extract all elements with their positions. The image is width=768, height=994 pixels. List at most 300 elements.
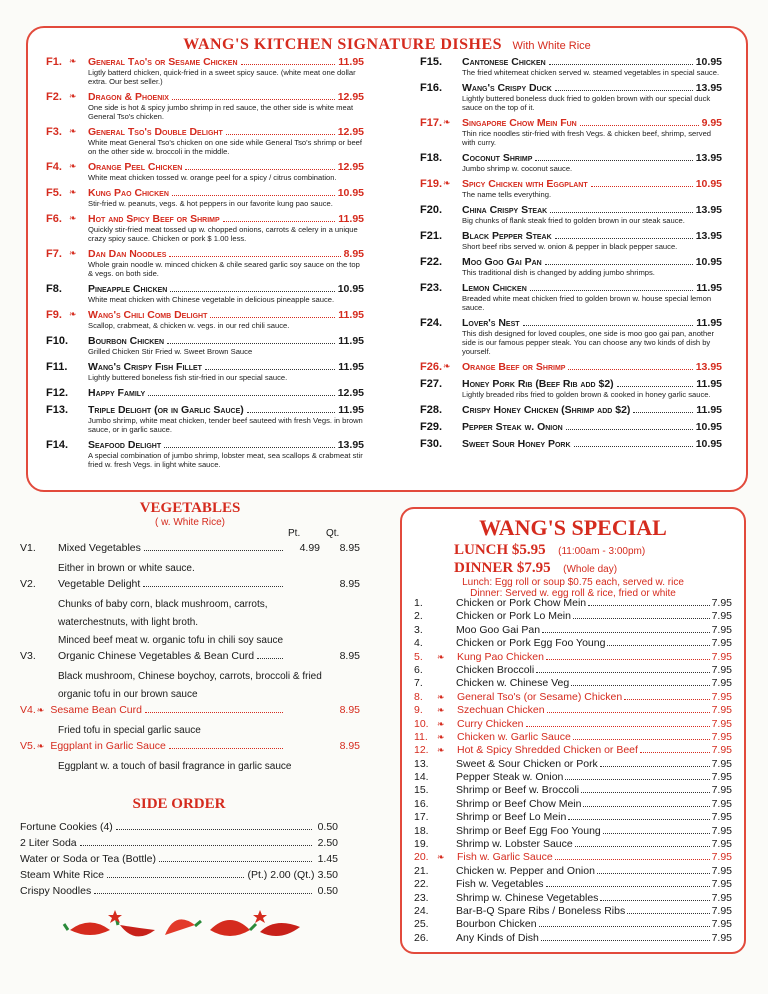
special-price: 7.95 (711, 918, 732, 931)
special-number: 26. (414, 931, 429, 944)
dish-price: 12.95 (337, 91, 364, 103)
dot-leader (541, 940, 710, 941)
dot-leader (580, 125, 699, 126)
special-number: 24. (414, 904, 429, 917)
side-order-item (20, 885, 338, 901)
side-order-section (20, 796, 338, 901)
vegetable-item (20, 740, 360, 758)
dish-name-row (462, 56, 722, 68)
chili-pepper-icon: ❧ (437, 651, 445, 662)
side-item-price: 1.45 (317, 853, 338, 865)
special-number: 2. (414, 610, 423, 623)
dish-number: F18. (420, 152, 443, 164)
dot-leader (169, 256, 340, 257)
dish-number: F26. (420, 361, 443, 373)
dish-name: China Crispy Steak (462, 204, 548, 216)
special-item (414, 704, 732, 717)
special-item (414, 918, 732, 931)
lunch-line (402, 541, 744, 559)
dot-leader (545, 264, 693, 265)
dish-name: Sweet Sour Honey Pork (462, 438, 571, 450)
special-number: 20. (414, 851, 429, 864)
dot-leader (547, 712, 710, 713)
chili-pepper-icon: ❧ (437, 691, 445, 702)
special-item (414, 878, 732, 891)
special-item (414, 838, 732, 851)
dish-price: 11.95 (338, 56, 364, 68)
chili-pepper-icon: ❧ (69, 56, 77, 66)
dish-name: Pepper Steak w. Onion (462, 421, 563, 433)
chili-pepper-icon: ❧ (69, 213, 77, 223)
dish-price: 10.95 (337, 187, 364, 199)
dish-name-row (462, 317, 722, 329)
special-number: 14. (414, 771, 429, 784)
dot-leader (555, 90, 693, 91)
signature-dish (420, 56, 722, 77)
lunch-price: LUNCH $5.95 (454, 542, 546, 558)
dot-leader (591, 186, 693, 187)
dish-description: The fried whitemeat chicken served w. steamed vegetables in special sauce. (462, 68, 720, 77)
special-name: Chicken w. Pepper and Onion (456, 864, 595, 877)
vegetable-description: Fried tofu in special garlic sauce (58, 725, 201, 736)
special-name: Shrimp or Beef Lo Mein (456, 811, 567, 824)
pint-price: 4.99 (299, 542, 320, 554)
dish-description: White meat chicken with Chinese vegetable in delicious pineapple sauce. (88, 295, 335, 304)
chili-pepper-icon: ❧ (69, 161, 77, 171)
special-item (414, 651, 732, 664)
dish-name: Cantonese Chicken (462, 56, 546, 68)
signature-dish (420, 282, 722, 312)
dish-name: Wang's Crispy Duck (462, 82, 552, 94)
dish-name: Triple Delight (or in Garlic Sauce) (88, 404, 244, 416)
dish-number: F27. (420, 378, 443, 390)
dot-leader (185, 169, 334, 170)
special-price: 7.95 (711, 891, 732, 904)
side-item-price: 2.50 (317, 837, 338, 849)
chili-pepper-icon: ❧ (69, 309, 77, 319)
special-price: 7.95 (711, 650, 732, 663)
dish-price: 11.95 (696, 282, 722, 294)
signature-dish (46, 439, 364, 469)
dish-name-row (462, 361, 722, 373)
chili-pepper-icon: ❧ (36, 741, 45, 751)
dish-name: Bourbon Chicken (88, 335, 165, 347)
dish-name: General Tso's Double Delight (88, 126, 223, 138)
dish-name-row (88, 439, 364, 451)
dot-leader (530, 290, 694, 291)
dot-leader (600, 900, 709, 901)
dish-description: Quickly stir-fried meat tossed up w. chopped onions, carrots & celery in a unique crazy spicy sauce. Chicken or pork $ 1.00 less. (88, 225, 358, 243)
special-title: WANG'S SPECIAL (479, 515, 667, 540)
side-item-price: 0.50 (317, 885, 338, 897)
dot-leader (539, 926, 710, 927)
dish-number: F24. (420, 317, 443, 329)
vegetable-description: Chunks of baby corn, black mushroom, carrots, (58, 599, 268, 610)
signature-dish (420, 256, 722, 277)
special-price: 7.95 (711, 811, 732, 824)
dish-name: Orange Peel Chicken (88, 161, 183, 173)
dot-leader (607, 645, 709, 646)
quart-price: 8.95 (339, 578, 360, 590)
dot-leader (116, 829, 312, 830)
dish-description: This traditional dish is changed by adding jumbo shrimps. (462, 268, 655, 277)
dish-price: 11.95 (696, 404, 722, 416)
special-name: Shrimp w. Lobster Sauce (456, 838, 573, 851)
vegetable-number: V5. (20, 740, 36, 752)
dish-name: Pineapple Chicken (88, 283, 168, 295)
vegetable-name: Vegetable Delight (58, 578, 141, 590)
signature-dish (46, 161, 364, 182)
special-price: 7.95 (711, 757, 732, 770)
dot-leader (172, 195, 335, 196)
special-item (414, 597, 732, 610)
special-item (414, 865, 732, 878)
quart-price: 8.95 (339, 542, 360, 554)
special-price: 7.95 (711, 784, 732, 797)
dot-leader (575, 846, 710, 847)
dish-name: Honey Pork Rib (Beef Rib add $2) (462, 378, 614, 390)
vegetable-description: Eggplant w. a touch of basil fragrance in garlic sauce (58, 761, 292, 772)
dish-name: Moo Goo Gai Pan (462, 256, 542, 268)
dish-description: Jumbo shrimp, white meat chicken, tender beef sauteed with fresh Vegs. in brown sauce, or in garlic sauce. (88, 416, 363, 434)
dish-number: F10. (46, 335, 69, 347)
special-price: 7.95 (711, 610, 732, 623)
dot-leader (223, 221, 336, 222)
dish-number: F17. (420, 117, 443, 129)
dot-leader (588, 605, 709, 606)
signature-dish (46, 387, 364, 399)
dish-price: 11.95 (696, 317, 722, 329)
dish-name-row (462, 82, 722, 94)
signature-dish (420, 361, 722, 373)
special-item (414, 610, 732, 623)
dish-name-row (88, 309, 364, 321)
dish-name: Wang's Chili Comb Delight (88, 309, 208, 321)
dot-leader (550, 212, 693, 213)
special-item (414, 784, 732, 797)
dish-price: 11.95 (338, 213, 364, 225)
signature-dish (46, 91, 364, 121)
dish-name: Spicy Chicken with Eggplant (462, 178, 588, 190)
dot-leader (247, 412, 336, 413)
dish-description: This dish designed for loved couples, one side is moo goo gai pan, another side is our famous pepper steak. You can choose any two kinds of dish by yourself. (462, 329, 715, 356)
special-number: 12. (414, 744, 429, 757)
dish-name: Kung Pao Chicken (88, 187, 169, 199)
chili-pepper-icon: ❧ (437, 852, 445, 863)
dish-name: Dragon & Phoenix (88, 91, 169, 103)
dot-leader (555, 238, 693, 239)
special-item (414, 811, 732, 824)
dot-leader (571, 685, 709, 686)
side-item-name: 2 Liter Soda (20, 837, 77, 849)
special-number: 15. (414, 784, 429, 797)
dish-name-row (88, 91, 364, 103)
vegetables-subtitle: ( w. White Rice) (154, 517, 225, 528)
dot-leader (555, 859, 710, 860)
dish-name: Coconut Shrimp (462, 152, 533, 164)
side-order-list (20, 821, 338, 901)
dish-price: 10.95 (695, 421, 722, 433)
signature-left-column (46, 56, 364, 474)
dot-leader (144, 550, 283, 551)
dish-name-row (88, 387, 364, 399)
special-number: 3. (414, 623, 423, 636)
special-number: 25. (414, 918, 429, 931)
special-name: Chicken or Pork Egg Foo Young (456, 637, 606, 650)
signature-dish (420, 438, 722, 450)
dinner-note: Dinner: Served w. egg roll & rice, fried or white (470, 588, 676, 599)
dish-description: Thin rice noodles stir-fried with fresh Vegs. & chicken beef, shrimp, served with curry. (462, 129, 712, 147)
dot-leader (624, 699, 709, 700)
special-name: Chicken or Pork Chow Mein (456, 597, 587, 609)
chili-pepper-icon: ❧ (36, 705, 45, 715)
vegetable-name: Sesame Bean Curd (50, 704, 142, 716)
dot-leader (257, 658, 283, 659)
special-number: 16. (414, 797, 429, 810)
chili-pepper-icon: ❧ (69, 248, 77, 258)
chili-pepper-icon: ❧ (437, 745, 445, 756)
vegetable-item (20, 704, 360, 722)
chili-pepper-icon: ❧ (69, 126, 77, 136)
special-name: Sweet & Sour Chicken or Pork (456, 757, 598, 770)
dish-number: F11. (46, 361, 68, 373)
signature-header (28, 36, 746, 54)
dot-leader (164, 447, 335, 448)
dot-leader (574, 446, 693, 447)
dot-leader (627, 913, 709, 914)
dish-description: One side is hot & spicy jumbo shrimp in red sauce, the other side is white meat General Tso's chicken. (88, 103, 354, 121)
dish-description: Grilled Chicken Stir Fried w. Sweet Brown Sauce (88, 347, 253, 356)
special-item (414, 851, 732, 864)
dot-leader (597, 873, 710, 874)
dish-name-row (88, 56, 364, 68)
special-item (414, 825, 732, 838)
dot-leader (107, 877, 244, 878)
dish-name-row (462, 404, 722, 416)
dish-number: F4. (46, 161, 62, 173)
side-item-name: Fortune Cookies (4) (20, 821, 113, 833)
special-name: Szechuan Chicken (457, 704, 545, 717)
signature-dish (420, 117, 722, 147)
dot-leader (549, 64, 693, 65)
side-order-item (20, 869, 338, 885)
dot-leader (169, 748, 283, 749)
special-item (414, 677, 732, 690)
dot-leader (566, 429, 693, 430)
vegetable-item (20, 542, 360, 560)
dish-number: F28. (420, 404, 443, 416)
dish-name-row (88, 404, 364, 416)
dish-number: F30. (420, 438, 443, 450)
dish-price: 11.95 (696, 378, 722, 390)
signature-dish (420, 378, 722, 399)
signature-dish (46, 283, 364, 304)
dot-leader (535, 160, 692, 161)
dish-description: White meat General Tso's chicken on one side while General Tso's shrimp or beef on the other side w. broccoli in the middle. (88, 138, 363, 156)
chili-pepper-icon: ❧ (437, 718, 445, 729)
dish-number: F19. (420, 178, 443, 190)
dish-name-row (88, 161, 364, 173)
signature-dish (420, 82, 722, 112)
dish-price: 10.95 (695, 56, 722, 68)
side-item-price: 0.50 (317, 821, 338, 833)
dish-price: 13.95 (695, 204, 722, 216)
vegetable-name: Eggplant in Garlic Sauce (50, 740, 166, 752)
vegetables-column-headers (20, 528, 360, 542)
dish-name-row (462, 378, 722, 390)
special-price: 7.95 (711, 851, 732, 864)
special-name: Chicken or Pork Lo Mein (456, 610, 571, 623)
special-number: 8. (414, 690, 423, 703)
signature-dish (46, 56, 364, 86)
dish-price: 10.95 (337, 283, 364, 295)
special-number: 1. (414, 597, 423, 609)
special-item (414, 771, 732, 784)
special-name: Shrimp or Beef Egg Foo Young (456, 824, 601, 837)
chili-peppers-illustration (60, 900, 310, 950)
signature-dish (46, 213, 364, 243)
dot-leader (526, 726, 710, 727)
dish-name-row (462, 230, 722, 242)
chili-pepper-icon: ❧ (443, 117, 451, 127)
dish-name-row (462, 421, 722, 433)
dish-price: 13.95 (695, 152, 722, 164)
dot-leader (143, 586, 283, 587)
dinner-price: DINNER $7.95 (454, 560, 551, 576)
special-number: 6. (414, 663, 423, 676)
dot-leader (573, 739, 710, 740)
dish-description: Stir-fried w. peanuts, vegs. & hot peppers in our favorite kung pao sauce. (88, 199, 333, 208)
dish-price: 12.95 (337, 387, 364, 399)
dish-name-row (462, 204, 722, 216)
signature-dish (420, 230, 722, 251)
dish-number: F16. (420, 82, 443, 94)
special-price: 7.95 (711, 623, 732, 636)
dinner-time: (Whole day) (563, 564, 618, 575)
special-name: Chicken w. Garlic Sauce (457, 730, 571, 743)
dot-leader (565, 779, 709, 780)
dish-number: F20. (420, 204, 443, 216)
dish-price: 11.95 (338, 335, 364, 347)
dish-name-row (462, 117, 722, 129)
dish-name: Black Pepper Steak (462, 230, 552, 242)
special-number: 21. (414, 864, 429, 877)
dot-leader (205, 369, 335, 370)
dish-number: F21. (420, 230, 443, 242)
special-name: Curry Chicken (457, 717, 524, 730)
special-name: Kung Pao Chicken (457, 650, 544, 663)
special-name: Chicken Broccoli (456, 663, 535, 676)
quart-header: Qt. (326, 528, 340, 539)
special-number: 7. (414, 677, 423, 690)
dot-leader (603, 833, 710, 834)
signature-dish (46, 309, 364, 330)
dish-description: White meat chicken tossed w. orange peel for a spicy / citrus combination. (88, 173, 337, 182)
special-item (414, 731, 732, 744)
dish-description: Big chunks of flank steak fried to golden brown in our steak sauce. (462, 216, 685, 225)
dish-name: Crispy Honey Chicken (Shrimp add $2) (462, 404, 631, 416)
special-name: Fish w. Garlic Sauce (457, 851, 553, 864)
chili-pepper-icon: ❧ (69, 187, 77, 197)
special-price: 7.95 (711, 878, 732, 891)
dot-leader (80, 845, 312, 846)
special-name: Any Kinds of Dish (456, 931, 539, 944)
vegetable-description: Either in brown or white sauce. (58, 563, 195, 574)
dot-leader (581, 792, 709, 793)
dish-price: 13.95 (695, 361, 722, 373)
special-number: 9. (414, 704, 423, 717)
wangs-special-panel (400, 507, 746, 954)
dot-leader (167, 343, 335, 344)
special-name: Shrimp or Beef Chow Mein (456, 797, 582, 810)
dish-name-row (462, 178, 722, 190)
dot-leader (159, 861, 312, 862)
special-item (414, 664, 732, 677)
special-name: Fish w. Vegetables (456, 878, 544, 891)
dish-name-row (88, 187, 364, 199)
special-number: 11. (414, 730, 428, 743)
dish-number: F2. (46, 91, 62, 103)
dish-price: 11.95 (338, 361, 364, 373)
dish-description: Lightly breaded ribs fried to golden brown & cooked in honey garlic sauce. (462, 390, 711, 399)
dish-number: F6. (46, 213, 62, 225)
dish-price: 12.95 (337, 161, 364, 173)
chili-pepper-icon: ❧ (69, 91, 77, 101)
side-item-name: Steam White Rice (20, 869, 105, 881)
quart-price: 8.95 (339, 740, 360, 752)
dot-leader (546, 659, 710, 660)
dish-name-row (88, 126, 364, 138)
vegetable-description: organic tofu in our brown sauce (58, 689, 198, 700)
vegetable-item (20, 650, 360, 668)
special-number: 13. (414, 757, 429, 770)
dish-number: F7. (46, 248, 62, 260)
dot-leader (600, 766, 710, 767)
dish-number: F22. (420, 256, 443, 268)
dish-name-row (462, 438, 722, 450)
dinner-line (402, 559, 744, 577)
dot-leader (94, 893, 311, 894)
special-price: 7.95 (711, 904, 732, 917)
dish-description: Short beef ribs served w. onion & pepper in black pepper sauce. (462, 242, 678, 251)
special-price: 7.95 (711, 744, 732, 757)
signature-dish (46, 126, 364, 156)
vegetable-item (20, 578, 360, 596)
dot-leader (170, 291, 334, 292)
side-order-item (20, 837, 338, 853)
special-name: Moo Goo Gai Pan (456, 623, 541, 636)
lunch-note: Lunch: Egg roll or soup $0.75 each, served w. rice (462, 577, 684, 588)
dish-number: F1. (46, 56, 62, 68)
special-price: 7.95 (711, 824, 732, 837)
special-price: 7.95 (711, 864, 732, 877)
dot-leader (523, 325, 694, 326)
signature-dish (420, 178, 722, 199)
dish-price: 10.95 (695, 256, 722, 268)
vegetable-name: Organic Chinese Vegetables & Bean Curd (58, 650, 255, 662)
dot-leader (583, 806, 709, 807)
special-name: Chicken w. Chinese Veg (456, 677, 570, 690)
dot-leader (617, 386, 694, 387)
vegetable-name: Mixed Vegetables (58, 542, 141, 554)
special-number: 19. (414, 838, 429, 851)
special-item (414, 744, 732, 757)
dot-leader (145, 712, 283, 713)
special-item (414, 637, 732, 650)
quart-price: 8.95 (339, 704, 360, 716)
signature-dish (420, 317, 722, 356)
signature-dish (46, 404, 364, 434)
